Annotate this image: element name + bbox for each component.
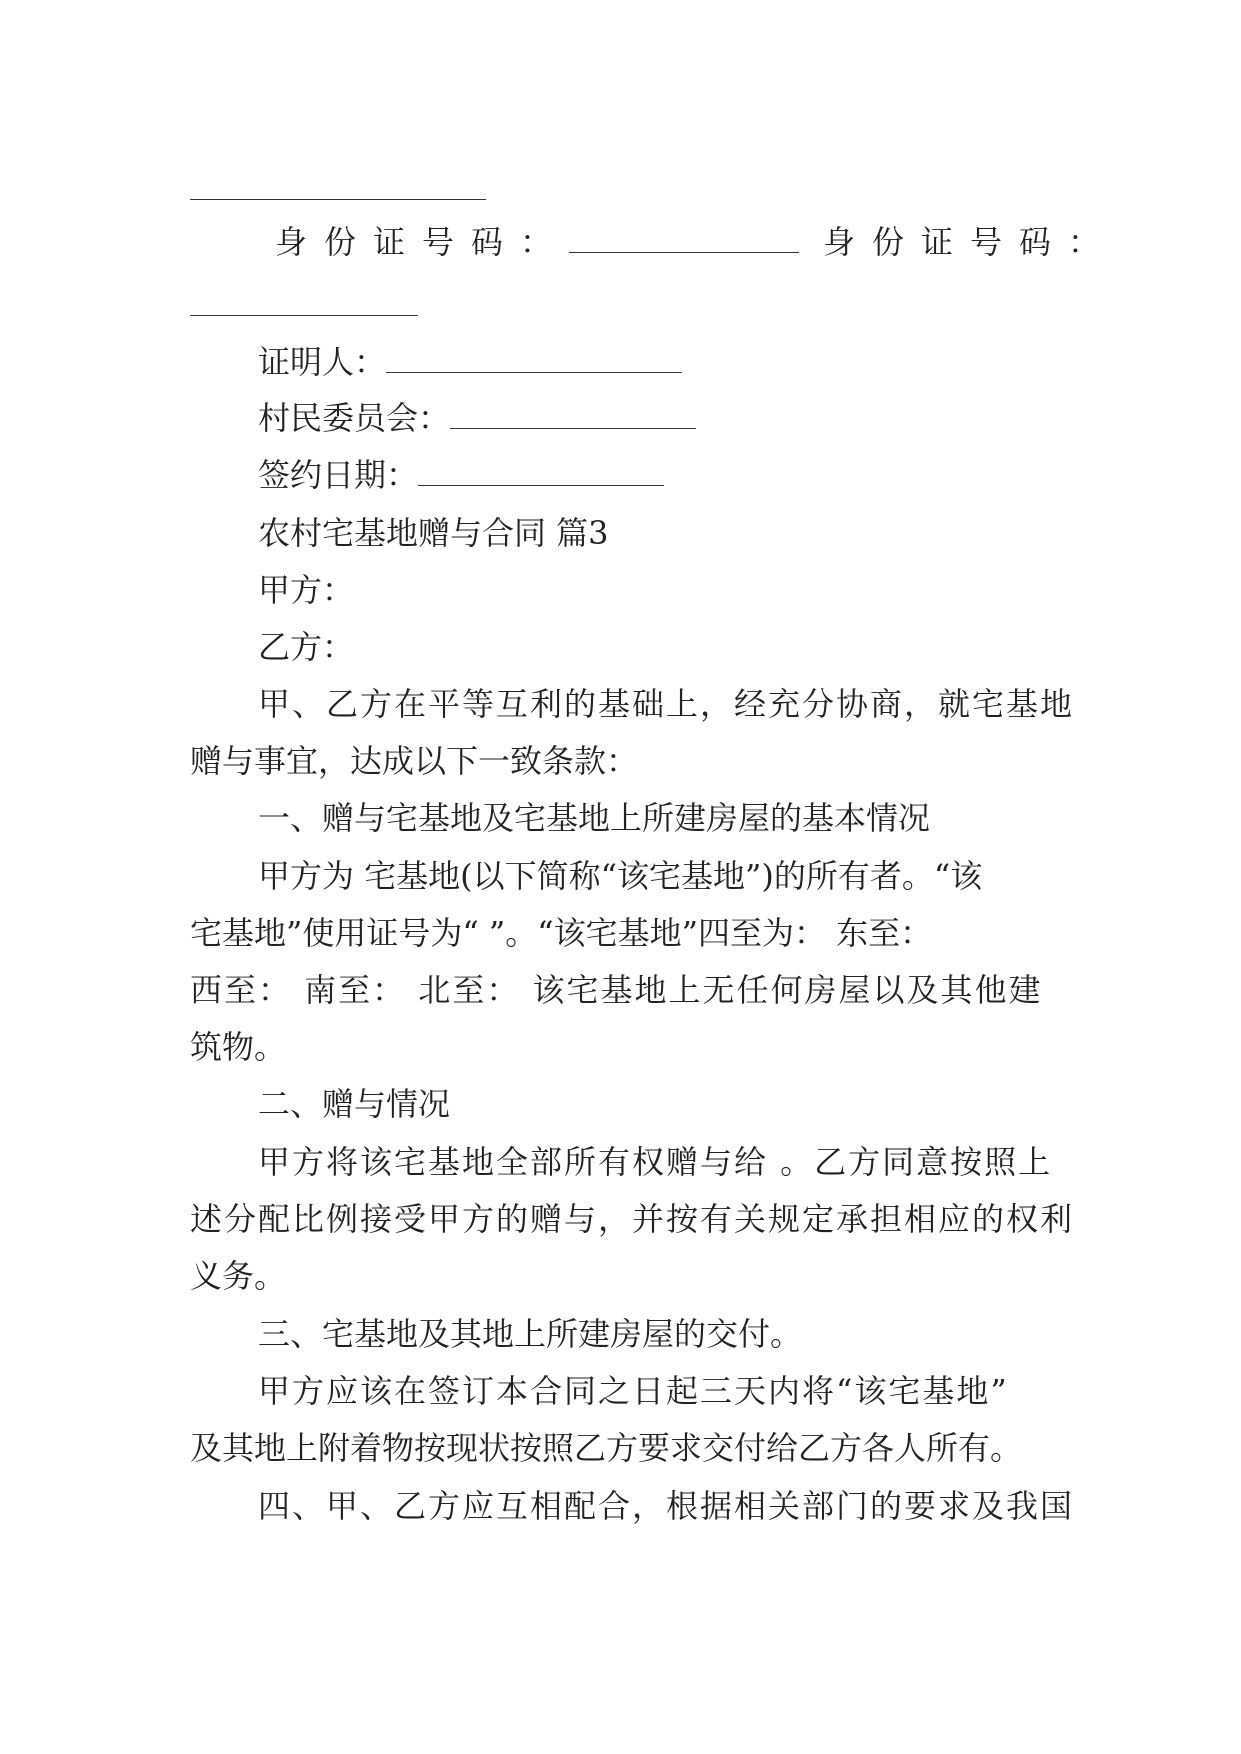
- clause3-line-2: 及其地上附着物按现状按照乙方要求交付给乙方各人所有。: [190, 1429, 1023, 1467]
- committee-row: [258, 398, 696, 438]
- committee-field[interactable]: [450, 398, 696, 429]
- clause1-line-4: 筑物。: [190, 1028, 287, 1066]
- clause1-line-1: 甲方为 宅基地(以下简称“该宅基地”)的所有者。“该: [258, 857, 983, 895]
- intro-line-2: 赠与事宜，达成以下一致条款：: [190, 742, 639, 780]
- id-number-label-1: 身份证号码：: [275, 223, 570, 261]
- clause2-line-3: 义务。: [190, 1257, 287, 1295]
- clause4-line-1: 四、甲、乙方应互相配合，根据相关部门的要求及我国: [258, 1487, 1075, 1525]
- clause2-line-2: 述分配比例接受甲方的赠与，并按有关规定承担相应的权利: [190, 1200, 1075, 1238]
- sign-date-field[interactable]: [418, 455, 664, 486]
- party-a: 甲方：: [258, 571, 355, 609]
- clause1-line-3: 西至： 南至： 北至： 该宅基地上无任何房屋以及其他建: [190, 971, 1043, 1009]
- witness-field[interactable]: [386, 342, 682, 373]
- witness-row: [258, 342, 682, 382]
- id-number-row: [275, 222, 1117, 262]
- clause2-line-1: 甲方将该宅基地全部所有权赠与给 。乙方同意按照上: [258, 1143, 1053, 1181]
- clause1-line-2: 宅基地”使用证号为“ ”。“该宅基地”四至为： 东至：: [190, 914, 933, 952]
- committee-label: 村民委员会：: [258, 399, 451, 437]
- sign-date-row: [258, 455, 664, 495]
- clause3-line-1: 甲方应该在签订本合同之日起三天内将“该宅基地”: [258, 1372, 1009, 1410]
- id-number-label-2: 身份证号码：: [823, 223, 1118, 261]
- id-number-field-2[interactable]: [190, 314, 418, 316]
- section-title: 农村宅基地赠与合同 篇3: [258, 514, 609, 552]
- witness-label: 证明人：: [258, 343, 387, 381]
- id-number-field-1[interactable]: [569, 222, 799, 253]
- clause3-title: 三、宅基地及其地上所建房屋的交付。: [258, 1315, 803, 1353]
- blank-line-top: [190, 198, 486, 200]
- party-b: 乙方：: [258, 628, 355, 666]
- clause2-title: 二、赠与情况: [258, 1085, 451, 1123]
- sign-date-label: 签约日期：: [258, 456, 419, 494]
- clause1-title: 一、赠与宅基地及宅基地上所建房屋的基本情况: [258, 799, 931, 837]
- intro-line-1: 甲、乙方在平等互利的基础上，经充分协商，就宅基地: [258, 685, 1075, 723]
